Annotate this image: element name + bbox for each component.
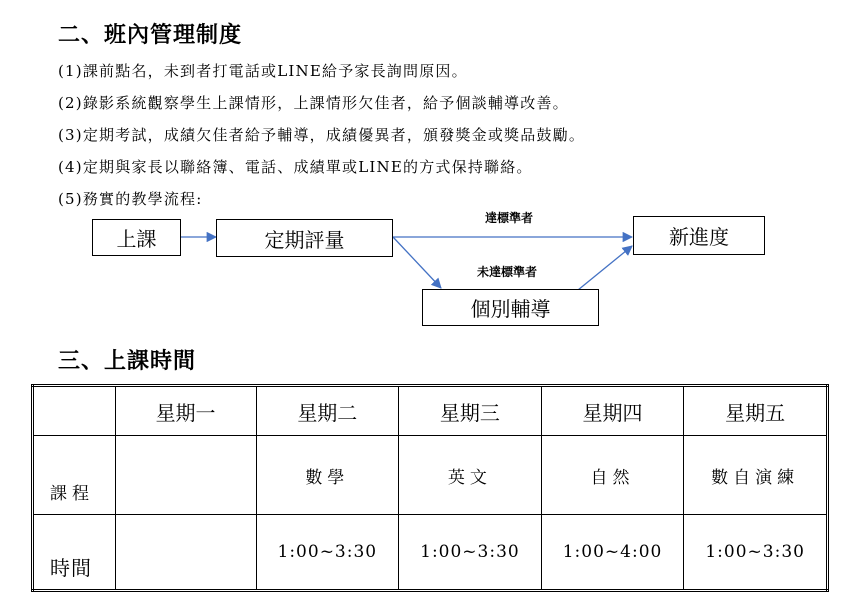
arrow-exam-to-tutor — [393, 237, 441, 288]
section-title-class-management: 二、班內管理制度 — [58, 23, 243, 48]
subject-cell — [115, 436, 256, 515]
time-cell: 1:00~3:30 — [684, 515, 828, 591]
row-label-subject: 課程 — [33, 436, 116, 515]
subject-cell: 數學 — [256, 436, 399, 515]
rule-item-1: (1)課前點名，未到者打電話或LINE給予家長詢問原因。 — [58, 62, 468, 80]
flow-label-pass: 達標準者 — [485, 211, 534, 225]
day-header: 星期四 — [541, 386, 684, 436]
time-cell: 1:00~3:30 — [399, 515, 542, 591]
schedule-header-row — [33, 386, 828, 436]
time-cell: 1:00~3:30 — [256, 515, 399, 591]
arrow-tutor-to-new — [578, 246, 632, 290]
flow-box-new-progress: 新進度 — [633, 216, 765, 255]
flow-box-class: 上課 — [92, 219, 181, 256]
row-label-time: 時間 — [33, 515, 116, 591]
time-cell — [115, 515, 256, 591]
day-header: 星期五 — [684, 386, 828, 436]
schedule-time-row — [33, 515, 828, 591]
schedule-subject-row — [33, 436, 828, 515]
subject-cell: 英文 — [399, 436, 542, 515]
rule-item-5: (5)務實的教學流程: — [58, 190, 203, 208]
day-header: 星期三 — [399, 386, 542, 436]
flow-box-tutoring: 個別輔導 — [422, 289, 599, 326]
rule-item-3: (3)定期考試，成績欠佳者給予輔導，成績優異者，頒發獎金或獎品鼓勵。 — [58, 126, 586, 144]
flow-box-exam: 定期評量 — [216, 219, 393, 257]
subject-cell: 數自演練 — [684, 436, 828, 515]
schedule-table — [31, 384, 829, 592]
day-header: 星期一 — [115, 386, 256, 436]
time-cell: 1:00~4:00 — [541, 515, 684, 591]
flow-label-fail: 未達標準者 — [477, 265, 538, 279]
subject-cell: 自然 — [541, 436, 684, 515]
rule-item-2: (2)錄影系統觀察學生上課情形，上課情形欠佳者，給予個談輔導改善。 — [58, 94, 569, 112]
section-title-class-time: 三、上課時間 — [58, 349, 197, 374]
schedule-corner-cell — [33, 386, 116, 436]
rule-item-4: (4)定期與家長以聯絡簿、電話、成績單或LINE的方式保持聯絡。 — [58, 158, 533, 176]
day-header: 星期二 — [256, 386, 399, 436]
